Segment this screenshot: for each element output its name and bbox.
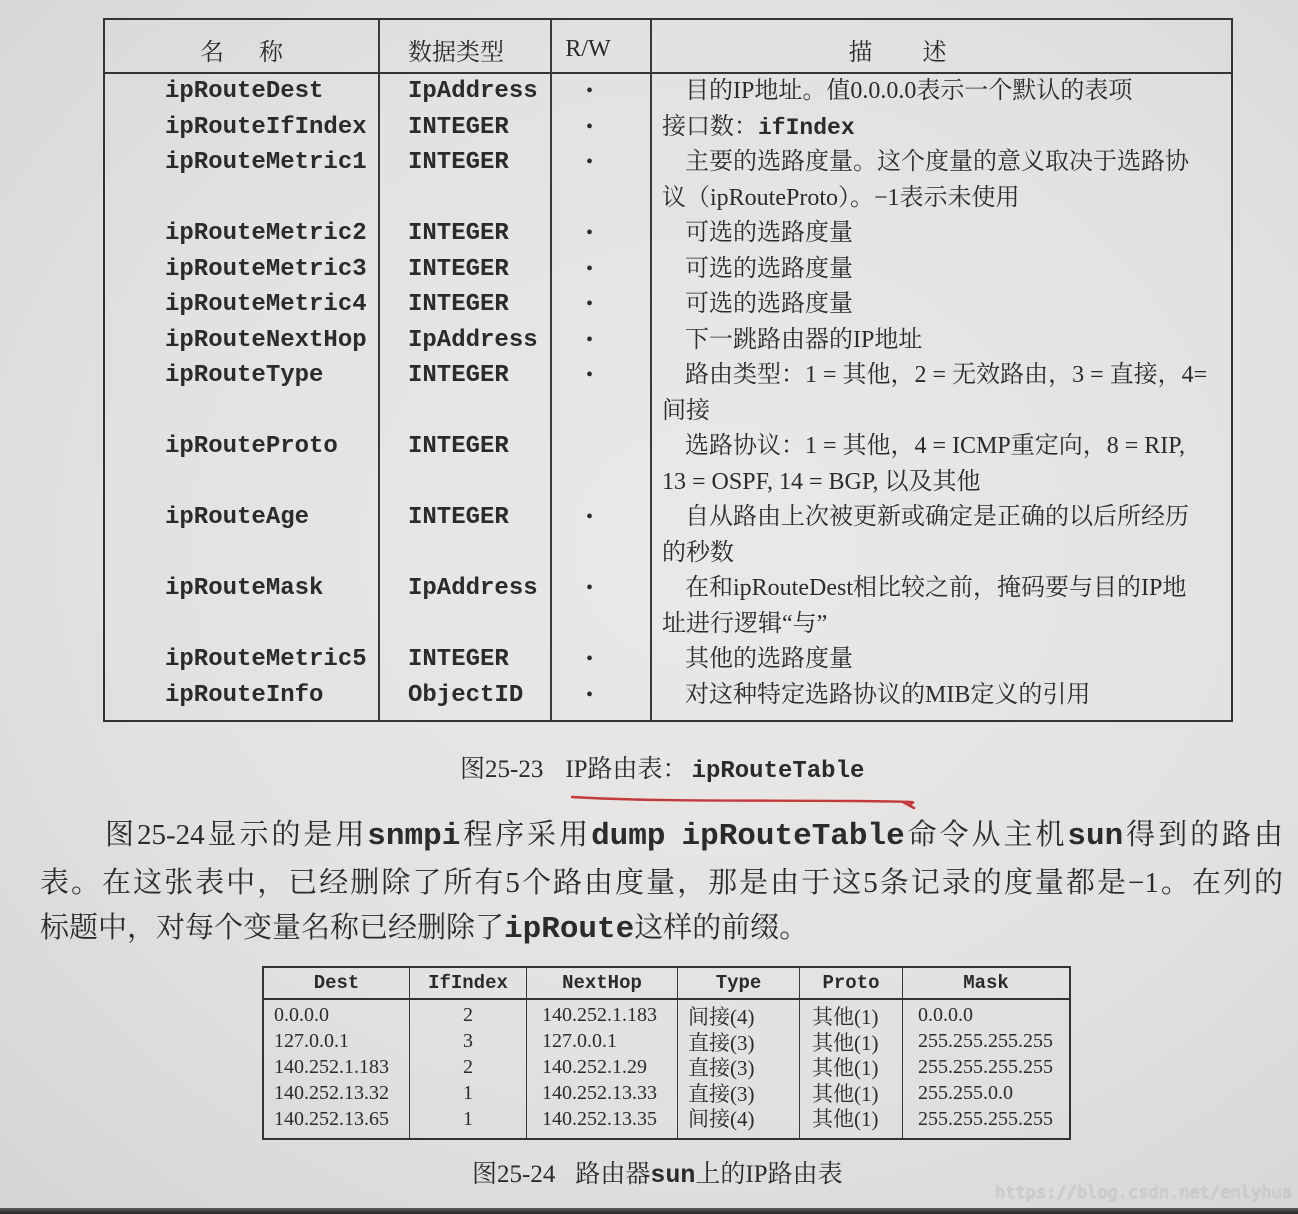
photo-bottom-edge [0,1208,1298,1214]
table-header-row [264,968,1069,1000]
read-write-mark: • [586,648,594,670]
text-run: 这样的前缀。 [634,912,809,944]
figure-title: IP路由表： [565,756,688,783]
figure-title-part: 上的IP路由表 [695,1161,843,1188]
text-run: 得到的路由 [1123,819,1283,851]
paragraph-line [40,861,1283,905]
table-cell: 3 [463,1030,473,1052]
table-cell: 140.252.1.183 [274,1056,389,1078]
variable-name: ipRouteMetric5 [165,646,367,673]
description-line: 可选的选路度量 [685,220,853,246]
header-cell-rw [550,20,650,72]
table-cell: 其他(1) [812,1030,879,1055]
description-line: 的秒数 [662,539,734,566]
table-cell: 2 [463,1004,473,1026]
header-cell-desc [650,20,1231,72]
column-ifindex [410,1000,527,1138]
description-line: 可选的选路度量 [685,291,853,317]
table-cell: 直接(3) [688,1056,755,1080]
data-type: INTEGER [408,113,509,141]
figure-number: 图25-24 [472,1161,556,1188]
read-write-mark: • [586,328,594,351]
column-header-type: 数据类型 [408,39,504,66]
read-write-mark: • [586,506,594,528]
table-cell: 140.252.1.29 [542,1056,647,1078]
mib-variable-row [105,429,1231,500]
description-line: 址进行逻辑“与” [662,610,828,637]
watermark: https://blog.csdn.net/enlyhua [995,1183,1292,1203]
column-header-ifindex: IfIndex [410,968,527,998]
table-cell: 间接(4) [688,1107,755,1131]
router-sun-route-table [262,966,1071,1140]
read-write-mark: • [586,115,594,138]
read-write-mark: • [586,293,594,315]
figure-number: 图25-23 [460,756,544,783]
description-line: 可选的选路度量 [685,255,853,282]
data-type: ObjectID [408,681,524,709]
paragraph-line [40,906,1283,952]
table-header-row [105,20,1231,74]
figure-title-code: sun [650,1161,696,1190]
mib-variable-row [105,678,1231,714]
table-cell: 255.255.255.255 [918,1108,1053,1130]
description [650,571,1231,642]
data-type: INTEGER [408,149,509,176]
paragraph-line [105,813,1283,859]
mib-variable-row [105,287,1231,323]
table-cell: 1 [463,1082,473,1104]
description [650,216,1231,252]
column-header-proto: Proto [800,968,903,998]
description [650,145,1231,216]
table-cell: 0.0.0.0 [274,1004,329,1026]
variable-name: ipRouteMetric4 [165,291,367,318]
description [650,74,1231,110]
data-type: INTEGER [408,362,509,389]
code-term: ifIndex [758,114,855,141]
code-term: ipRoute [504,912,635,947]
read-write-mark: • [586,80,594,102]
data-type: INTEGER [408,646,509,673]
mib-variable-row [105,216,1231,252]
column-header-desc: 描述 [848,39,997,66]
mib-variable-row [105,145,1231,216]
mib-variable-row [105,74,1231,110]
description-line: 对这种特定选路协议的MIB定义的引用 [685,681,1091,708]
table-cell: 127.0.0.1 [274,1030,349,1052]
column-header-name: 名称 [200,39,318,66]
description-line: 下一跳路由器的IP地址 [685,326,923,353]
description-line: 选路协议：1 = 其他，4 = ICMP重定向，8 = RIP, [685,433,1185,459]
read-write-mark: • [586,577,594,599]
text-run: 程序采用 [460,819,592,851]
read-write-mark [550,429,650,500]
column-nexthop [527,1000,678,1138]
column-header-type: Type [678,968,800,998]
table-cell: 直接(3) [688,1030,755,1055]
mib-variable-row [105,110,1231,146]
data-type: INTEGER [408,504,509,531]
description [650,252,1231,288]
table-cell: 255.255.255.255 [918,1030,1053,1052]
table-cell: 255.255.0.0 [918,1082,1013,1104]
variable-name: ipRouteInfo [165,681,324,709]
table-cell: 140.252.1.183 [542,1004,657,1026]
data-type: INTEGER [408,291,509,318]
table-body [264,1000,1069,1138]
mib-variable-row [105,571,1231,642]
data-type: IpAddress [408,575,538,602]
description-line: 自从路由上次被更新或确定是正确的以后所经历 [685,504,1189,530]
data-type: INTEGER [408,433,509,460]
column-header-mask: Mask [963,972,1009,994]
variable-name: ipRouteMetric3 [165,255,367,283]
table-body [105,74,1231,713]
variable-name: ipRouteDest [165,78,324,105]
table-cell: 140.252.13.32 [274,1082,389,1104]
description [650,358,1231,429]
pen-stroke [572,797,913,806]
mib-variable-row [105,500,1231,571]
column-header-nexthop: NextHop [527,968,678,998]
column-dest [264,1000,410,1138]
mib-variable-row [105,252,1231,288]
table-cell: 间接(4) [688,1005,755,1029]
mib-variable-row [105,323,1231,359]
table-cell: 其他(1) [812,1107,879,1131]
description [650,678,1231,714]
description [650,110,1231,146]
table-cell: 127.0.0.1 [542,1030,617,1052]
data-type: INTEGER [408,220,509,247]
description [650,287,1231,323]
description-line: 主要的选路度量。这个度量的意义取决于选路协 [685,149,1189,175]
code-term: snmpi [367,819,461,854]
table-cell: 140.252.13.33 [542,1082,657,1104]
description-line: 间接 [662,397,710,424]
text-run: 标题中，对每个变量名称已经删除了 [40,912,505,944]
header-cell-name [105,20,378,72]
read-write-mark: • [586,222,594,244]
description [650,500,1231,571]
variable-name: ipRouteIfIndex [165,113,367,141]
data-type: IpAddress [408,326,538,354]
column-header-rw: R/W [565,35,611,62]
ip-route-table-figure [103,18,1233,722]
figure-caption-25-23 [460,754,864,788]
mib-variable-row [105,642,1231,678]
table-cell: 1 [463,1108,473,1130]
variable-name: ipRouteType [165,362,324,389]
description-line: 议（ipRouteProto）。−1表示未使用 [662,184,1020,211]
table-cell: 140.252.13.65 [274,1108,389,1130]
table-cell: 其他(1) [812,1056,879,1080]
text-run: 命令从主机 [904,819,1068,851]
table-cell: 0.0.0.0 [918,1004,973,1026]
figure-title-code: ipRouteTable [691,758,865,785]
red-pen-underline [565,788,925,816]
code-term: dump [591,819,666,854]
table-cell: 直接(3) [688,1081,755,1106]
table-cell: 其他(1) [812,1005,879,1029]
description-line: 13 = OSPF, 14 = BGP, 以及其他 [662,468,981,495]
column-type [678,1000,800,1138]
variable-name: ipRouteMask [165,575,324,602]
figure-title-part: 路由器 [575,1161,651,1188]
read-write-mark: • [586,257,594,280]
code-term: sun [1067,819,1124,854]
text-run: 图25-24显示的是用 [105,819,368,851]
description-line: 在和ipRouteDest相比较之前，掩码要与目的IP地 [685,575,1187,601]
figure-caption-25-24 [472,1159,843,1192]
header-cell-type [378,20,550,72]
variable-name: ipRouteMetric1 [165,149,367,176]
description [650,323,1231,359]
read-write-mark: • [586,151,594,173]
column-proto [800,1000,903,1138]
variable-name: ipRouteNextHop [165,326,367,354]
variable-name: ipRouteMetric2 [165,220,367,247]
column-header-dest: Dest [264,968,410,998]
table-cell: 其他(1) [812,1081,879,1106]
description-line: 其他的选路度量 [685,646,853,672]
description [650,429,1231,500]
mib-variable-row [105,358,1231,429]
description-line: 目的IP地址。值0.0.0.0表示一个默认的表项 [685,78,1133,104]
text-run: 表。在这张表中，已经删除了所有5个路由度量，那是由于这5条记录的度量都是−1。在列的 [40,867,1283,899]
table-cell: 2 [463,1056,473,1078]
column-mask [903,1000,1069,1138]
description [650,642,1231,678]
variable-name: ipRouteAge [165,504,310,531]
table-cell: 140.252.13.35 [542,1108,657,1130]
code-term: ipRouteTable [681,819,905,854]
read-write-mark: • [586,364,594,386]
text-run: 接口数： [662,113,758,140]
variable-name: ipRouteProto [165,433,338,460]
description-line: 路由类型：1 = 其他，2 = 无效路由，3 = 直接，4= [685,362,1208,388]
read-write-mark: • [586,683,594,706]
data-type: IpAddress [408,78,538,105]
description-line [662,110,1231,146]
data-type: INTEGER [408,255,509,283]
table-cell: 255.255.255.255 [918,1056,1053,1078]
